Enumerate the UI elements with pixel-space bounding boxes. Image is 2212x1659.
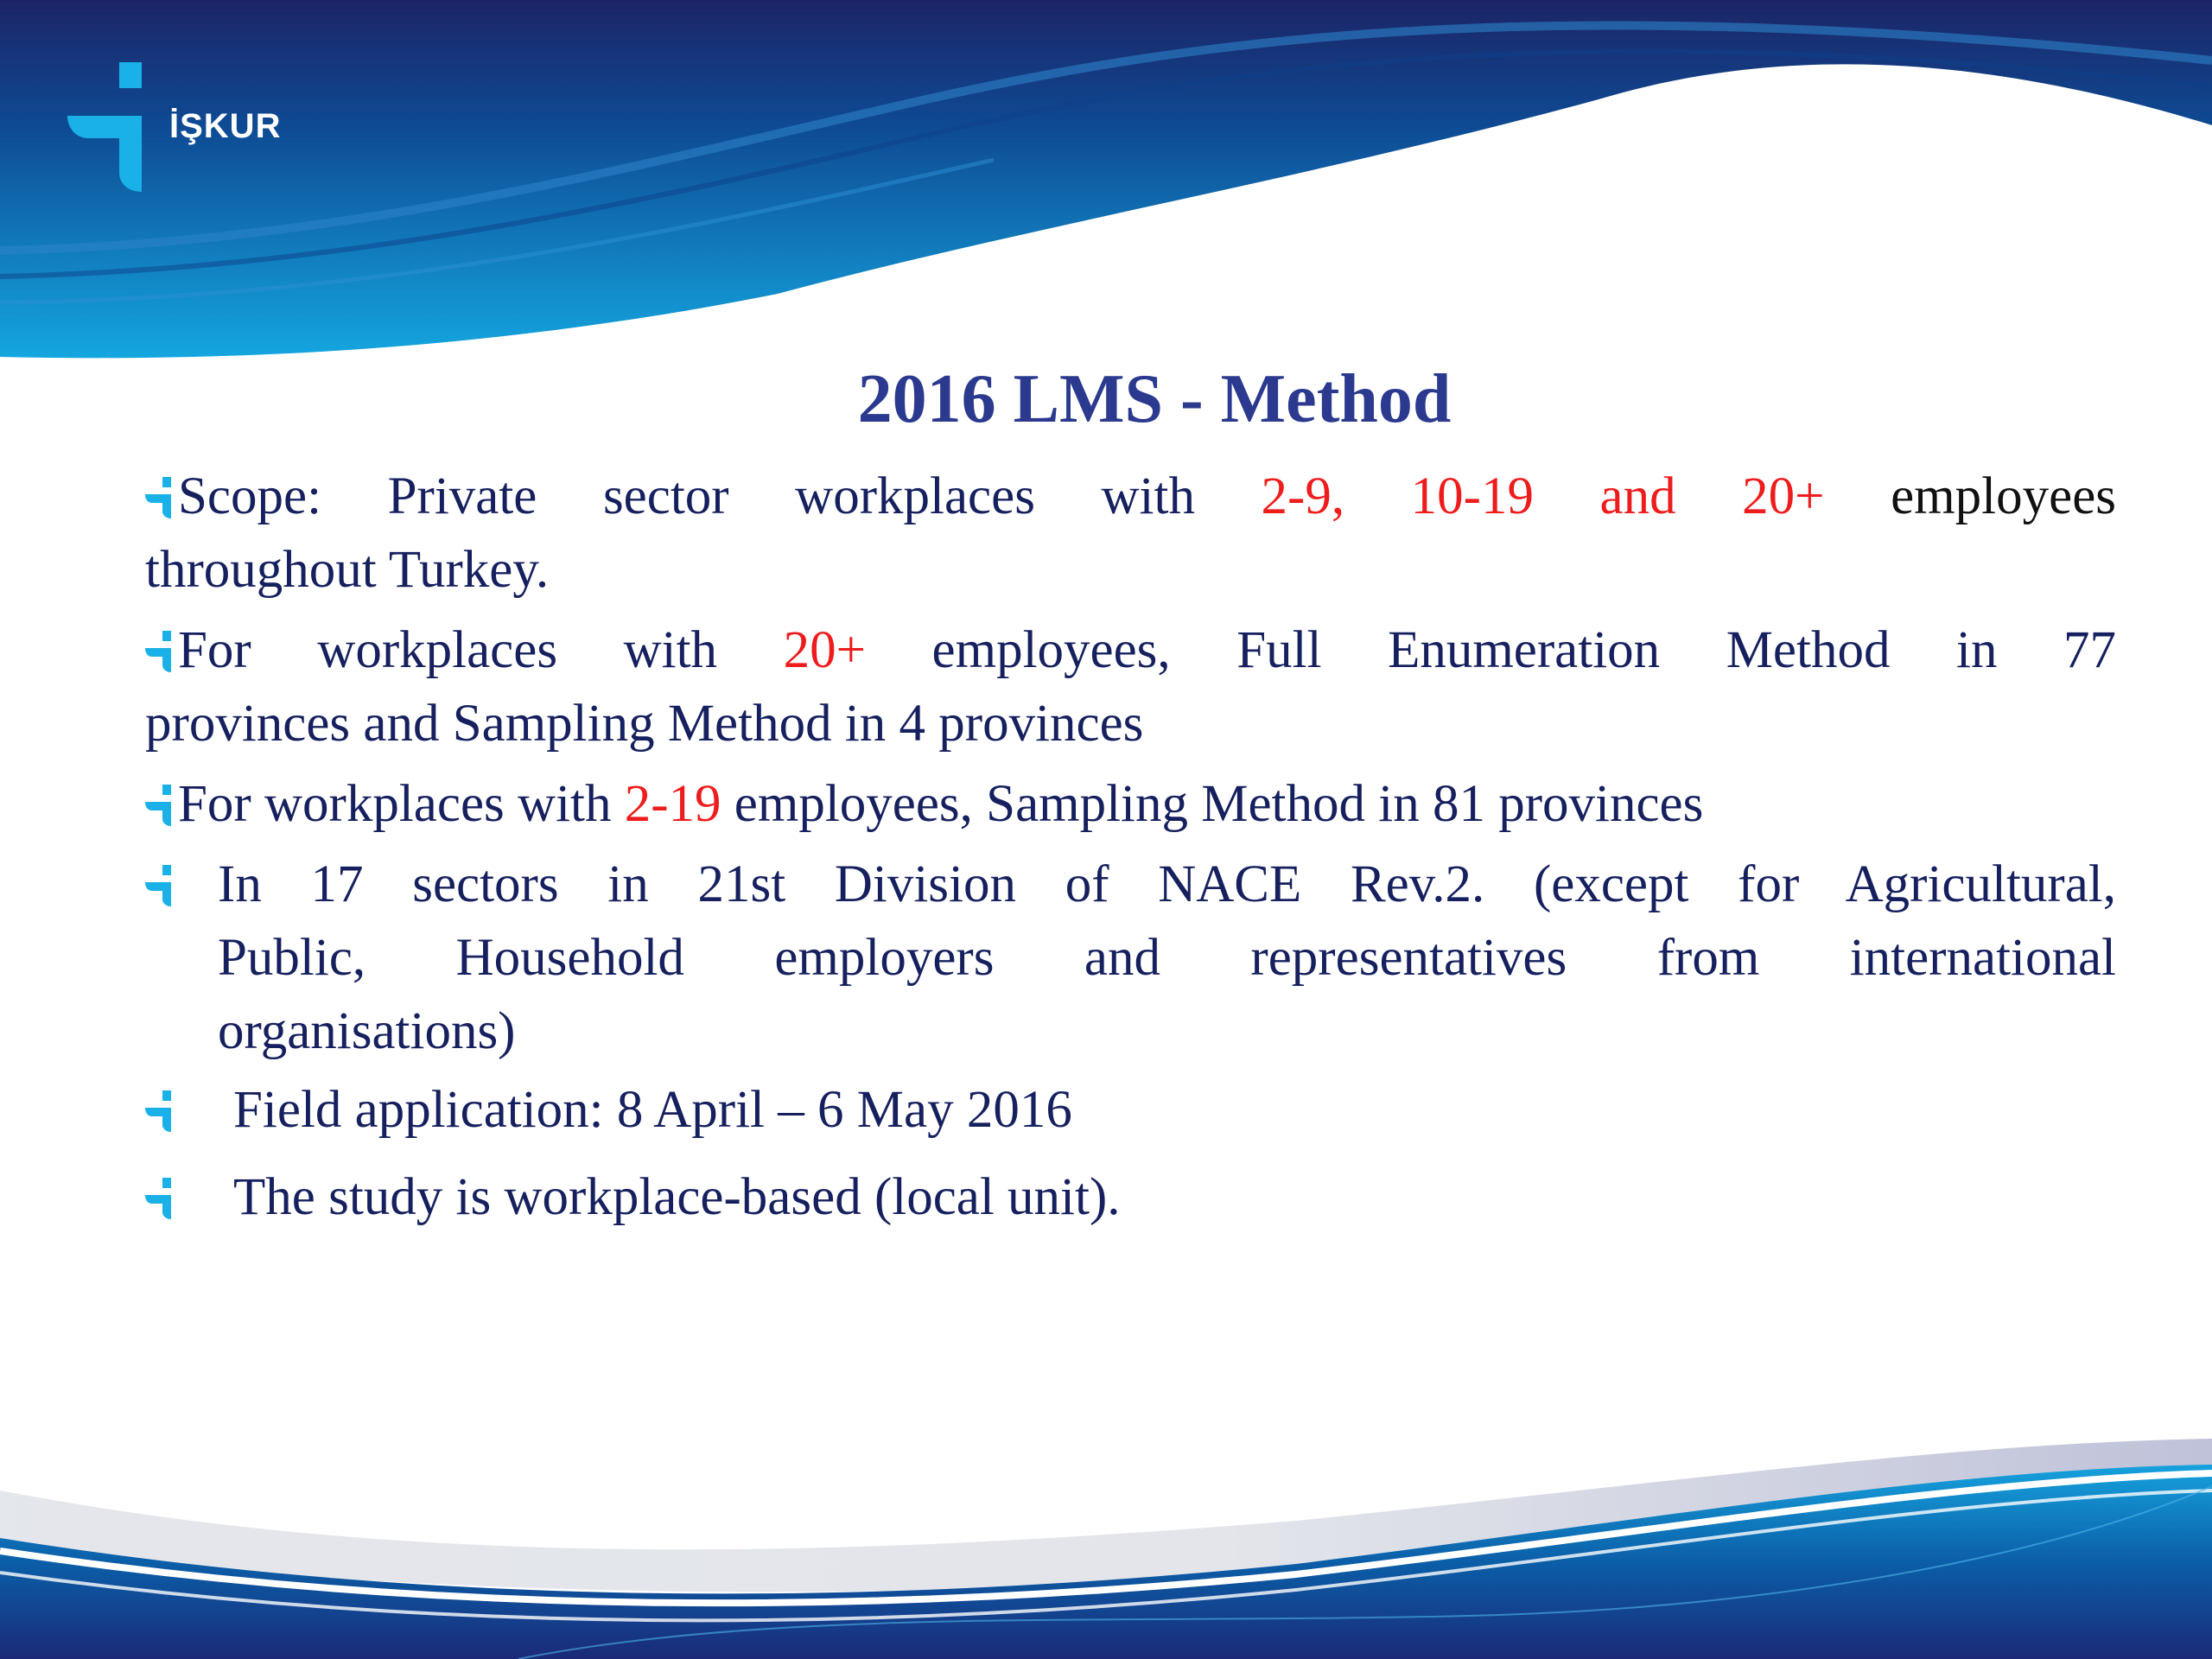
highlight-size-classes: 2-9, 10-19 and 20+ bbox=[1261, 467, 1825, 525]
bullet-item-field-application: Field application: 8 April – 6 May 2016 bbox=[145, 1073, 2116, 1151]
iskur-bullet-icon bbox=[145, 1090, 173, 1132]
highlight-20-plus: 20+ bbox=[783, 621, 867, 679]
iskur-bullet-icon bbox=[145, 1178, 173, 1219]
iskur-logo-text: İŞKUR bbox=[169, 107, 282, 145]
iskur-bullet-icon bbox=[145, 785, 173, 826]
slide-body: Scope: Private sector workplaces with 2-9, 10-19 and 20+ employees throughout Turkey. For workplaces with 20+ employees, Full Enumeration Method in 77 provinces and Sampling Method in 4 provinces For workplaces with 2-19 employees, Sampling Method in 81 provinces In 17 sectors in 21st Division of NACE Rev.2. (except for Agricultural, Public, Household employers and representatives from international organisations) Field application: 8 April – 6 May 2016 The study is workplace-based (local unit). bbox=[0, 0, 2212, 1659]
highlight-2-19: 2-19 bbox=[624, 775, 721, 833]
iskur-bullet-icon bbox=[145, 477, 173, 518]
iskur-bullet-icon bbox=[145, 865, 173, 906]
bullet-item-nace-sectors: In 17 sectors in 21st Division of NACE Rev.2. (except for Agricultural, Public, Household employers and representatives from international organisations) bbox=[145, 848, 2116, 1072]
iskur-bullet-icon bbox=[145, 631, 173, 672]
bullet-item-workplace-based: The study is workplace-based (local unit). bbox=[145, 1160, 2116, 1238]
slide-title: 2016 LMS - Method bbox=[857, 361, 1452, 437]
